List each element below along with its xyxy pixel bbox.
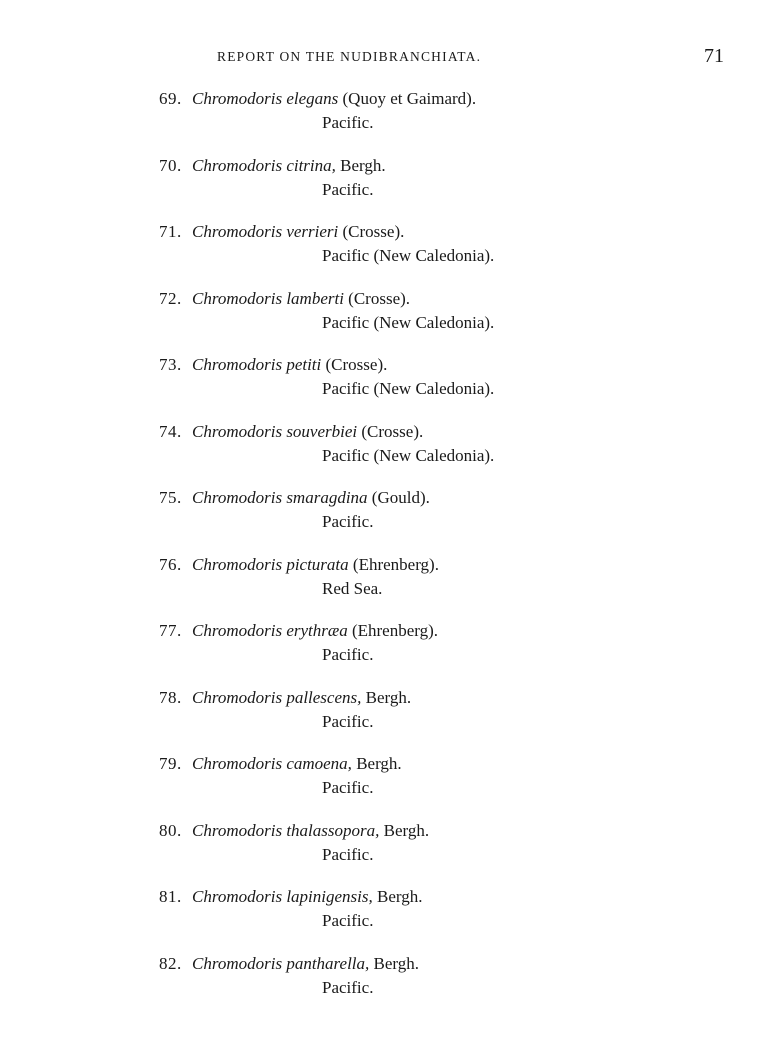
- species-entry-69: [0, 89, 776, 156]
- authority: (Ehrenberg).: [351, 621, 439, 640]
- species-name: picturata: [286, 554, 349, 574]
- entry-line: [159, 422, 423, 442]
- entry-number: 81.: [159, 887, 182, 906]
- authority: Bergh.: [365, 687, 412, 707]
- entry-line: [159, 821, 429, 841]
- entry-line: [159, 488, 430, 508]
- entry-number: 78.: [159, 687, 182, 707]
- running-title: REPORT ON THE NUDIBRANCHIATA.: [217, 49, 482, 64]
- authority: Bergh.: [340, 155, 386, 175]
- species-name: pallescens,: [286, 687, 362, 707]
- entry-number: 79.: [159, 754, 182, 773]
- authority: (Crosse).: [348, 288, 411, 308]
- entry-line: [159, 222, 404, 242]
- species-entry-77: [0, 621, 776, 688]
- species-name: elegans: [286, 89, 339, 108]
- species-entry-72: [0, 289, 776, 356]
- species-name: pantharella,: [286, 953, 370, 973]
- species-entry-79: [0, 754, 776, 821]
- genus-name: Chromodoris: [192, 621, 283, 640]
- authority: (Gould).: [371, 488, 430, 507]
- entry-number: 80.: [159, 820, 182, 840]
- genus-name: Chromodoris: [192, 89, 283, 108]
- page-number: 71: [704, 45, 724, 67]
- genus-name: Chromodoris: [192, 754, 283, 773]
- species-name: verrieri: [286, 222, 339, 241]
- genus-name: Chromodoris: [192, 355, 283, 374]
- locality: Pacific (New Caledonia).: [322, 312, 495, 332]
- species-entry-76: [0, 555, 776, 622]
- genus-name: Chromodoris: [192, 687, 283, 707]
- locality: Pacific.: [322, 911, 374, 930]
- genus-name: Chromodoris: [192, 488, 283, 507]
- entry-number: 69.: [159, 89, 182, 108]
- locality: Pacific.: [322, 512, 374, 531]
- genus-name: Chromodoris: [192, 887, 283, 906]
- genus-name: Chromodoris: [192, 554, 283, 574]
- authority: Bergh.: [373, 953, 420, 973]
- entry-line: [159, 289, 410, 309]
- species-name: citrina,: [286, 155, 336, 175]
- species-name: lapinigensis,: [286, 887, 373, 906]
- locality: Red Sea.: [322, 578, 383, 598]
- species-entry-73: [0, 355, 776, 422]
- genus-name: Chromodoris: [192, 155, 283, 175]
- entry-line: [159, 555, 439, 575]
- entry-number: 82.: [159, 953, 182, 973]
- locality: Pacific.: [322, 179, 374, 199]
- genus-name: Chromodoris: [192, 288, 283, 308]
- species-list: [0, 89, 776, 1020]
- authority: (Crosse).: [342, 222, 405, 241]
- authority: (Ehrenberg).: [352, 554, 439, 574]
- species-name: lamberti: [286, 288, 344, 308]
- entry-line: [159, 954, 419, 974]
- species-entry-78: [0, 688, 776, 755]
- entry-number: 77.: [159, 621, 182, 640]
- species-name: camoena,: [286, 754, 352, 773]
- entry-number: 74.: [159, 421, 182, 441]
- species-name: souverbiei: [286, 421, 358, 441]
- entry-number: 71.: [159, 222, 182, 241]
- entry-number: 70.: [159, 155, 182, 175]
- locality: Pacific.: [322, 778, 374, 797]
- entry-line: [159, 688, 411, 708]
- entry-number: 75.: [159, 488, 182, 507]
- species-entry-81: [0, 887, 776, 954]
- authority: Bergh.: [376, 887, 423, 906]
- species-entry-70: [0, 156, 776, 223]
- species-name: thalassopora,: [286, 820, 380, 840]
- authority: (Crosse).: [325, 355, 388, 374]
- genus-name: Chromodoris: [192, 953, 283, 973]
- species-name: smaragdina: [286, 488, 368, 507]
- locality: Pacific.: [322, 113, 374, 132]
- running-head: [0, 45, 776, 71]
- species-entry-80: [0, 821, 776, 888]
- species-entry-82: [0, 954, 776, 1021]
- species-entry-75: [0, 488, 776, 555]
- authority: Bergh.: [383, 820, 430, 840]
- entry-number: 72.: [159, 288, 182, 308]
- locality: Pacific.: [322, 645, 374, 664]
- entry-line: [159, 355, 387, 375]
- entry-line: [159, 621, 438, 641]
- genus-name: Chromodoris: [192, 421, 283, 441]
- locality: Pacific (New Caledonia).: [322, 445, 495, 465]
- authority: (Crosse).: [361, 421, 424, 441]
- genus-name: Chromodoris: [192, 222, 283, 241]
- entry-line: [159, 754, 402, 774]
- species-name: petiti: [286, 355, 322, 374]
- locality: Pacific (New Caledonia).: [322, 379, 495, 398]
- genus-name: Chromodoris: [192, 820, 283, 840]
- entry-line: [159, 887, 422, 907]
- locality: Pacific (New Caledonia).: [322, 246, 495, 265]
- species-entry-74: [0, 422, 776, 489]
- species-entry-71: [0, 222, 776, 289]
- locality: Pacific.: [322, 844, 374, 864]
- locality: Pacific.: [322, 711, 374, 731]
- authority: (Quoy et Gaimard).: [342, 89, 477, 108]
- entry-line: [159, 156, 386, 176]
- entry-number: 73.: [159, 355, 182, 374]
- entry-line: [159, 89, 476, 109]
- species-name: erythræa: [286, 621, 348, 640]
- authority: Bergh.: [356, 754, 402, 773]
- entry-number: 76.: [159, 554, 182, 574]
- locality: Pacific.: [322, 977, 374, 997]
